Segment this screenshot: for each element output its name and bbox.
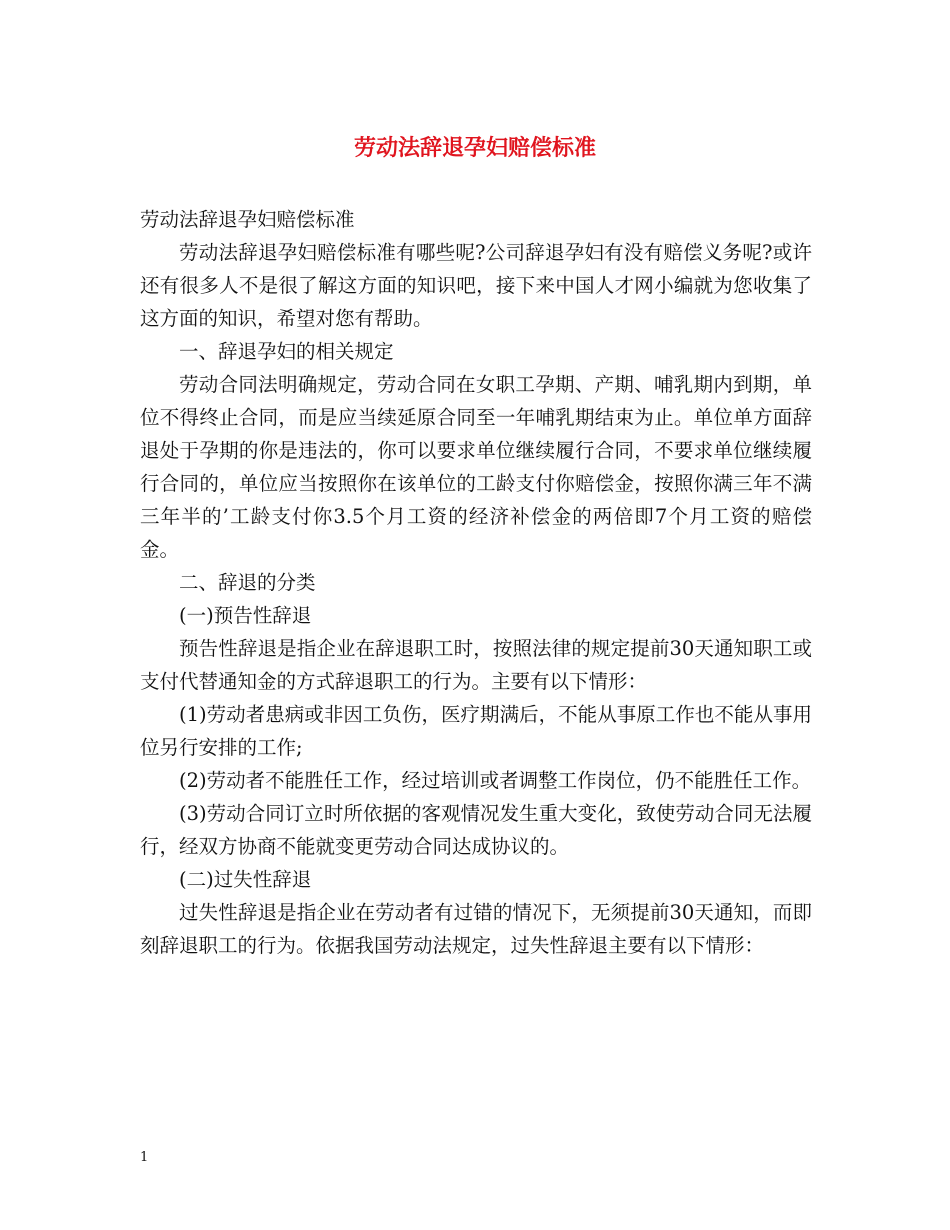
heading-subsection-1: (一)预告性辞退 [179, 604, 312, 627]
paragraph-subtitle: 劳动法辞退孕妇赔偿标准 [140, 208, 355, 231]
page-number: 1 [140, 1150, 149, 1165]
paragraph-subsection-2: 过失性辞退是指企业在劳动者有过错的情况下，无须提前30天通知，而即刻辞退职工的行为。依据我国劳动法规定，过失性辞退主要有以下情形： [140, 901, 812, 957]
paragraph-intro: 劳动法辞退孕妇赔偿标准有哪些呢?公司辞退孕妇有没有赔偿义务呢?或许还有很多人不是很了解这方面的知识吧，接下来中国人才网小编就为您收集了这方面的知识，希望对您有帮助。 [140, 241, 812, 330]
heading-section-1: 一、辞退孕妇的相关规定 [179, 340, 394, 363]
heading-section-2: 二、辞退的分类 [179, 571, 316, 594]
paragraph-section-1: 劳动合同法明确规定，劳动合同在女职工孕期、产期、哺乳期内到期，单位不得终止合同，而是应当续延原合同至一年哺乳期结束为止。单位单方面辞退处于孕期的你是违法的，你可以要求单位继续履行合同，不要求单位继续履行合同的，单位应当按照你在该单位的工龄支付你赔偿金，按照你满三年不满三年半的’工龄支付你3.5个月工资的经济补偿金的两倍即7个月工资的赔偿金。 [140, 373, 812, 561]
document-body [140, 203, 812, 962]
paragraph-subsection-1: 预告性辞退是指企业在辞退职工时，按照法律的规定提前30天通知职工或支付代替通知金的方式辞退职工的行为。主要有以下情形： [140, 637, 812, 693]
list-item-1: (1)劳动者患病或非因工负伤，医疗期满后，不能从事原工作也不能从事用位另行安排的工作; [140, 703, 812, 759]
document-title: 劳动法辞退孕妇赔偿标准 [353, 135, 596, 161]
heading-subsection-2: (二)过失性辞退 [179, 868, 312, 891]
list-item-2: (2)劳动者不能胜任工作，经过培训或者调整工作岗位，仍不能胜任工作。 [179, 769, 812, 792]
list-item-3: (3)劳动合同订立时所依据的客观情况发生重大变化，致使劳动合同无法履行，经双方协商不能就变更劳动合同达成协议的。 [140, 802, 812, 858]
